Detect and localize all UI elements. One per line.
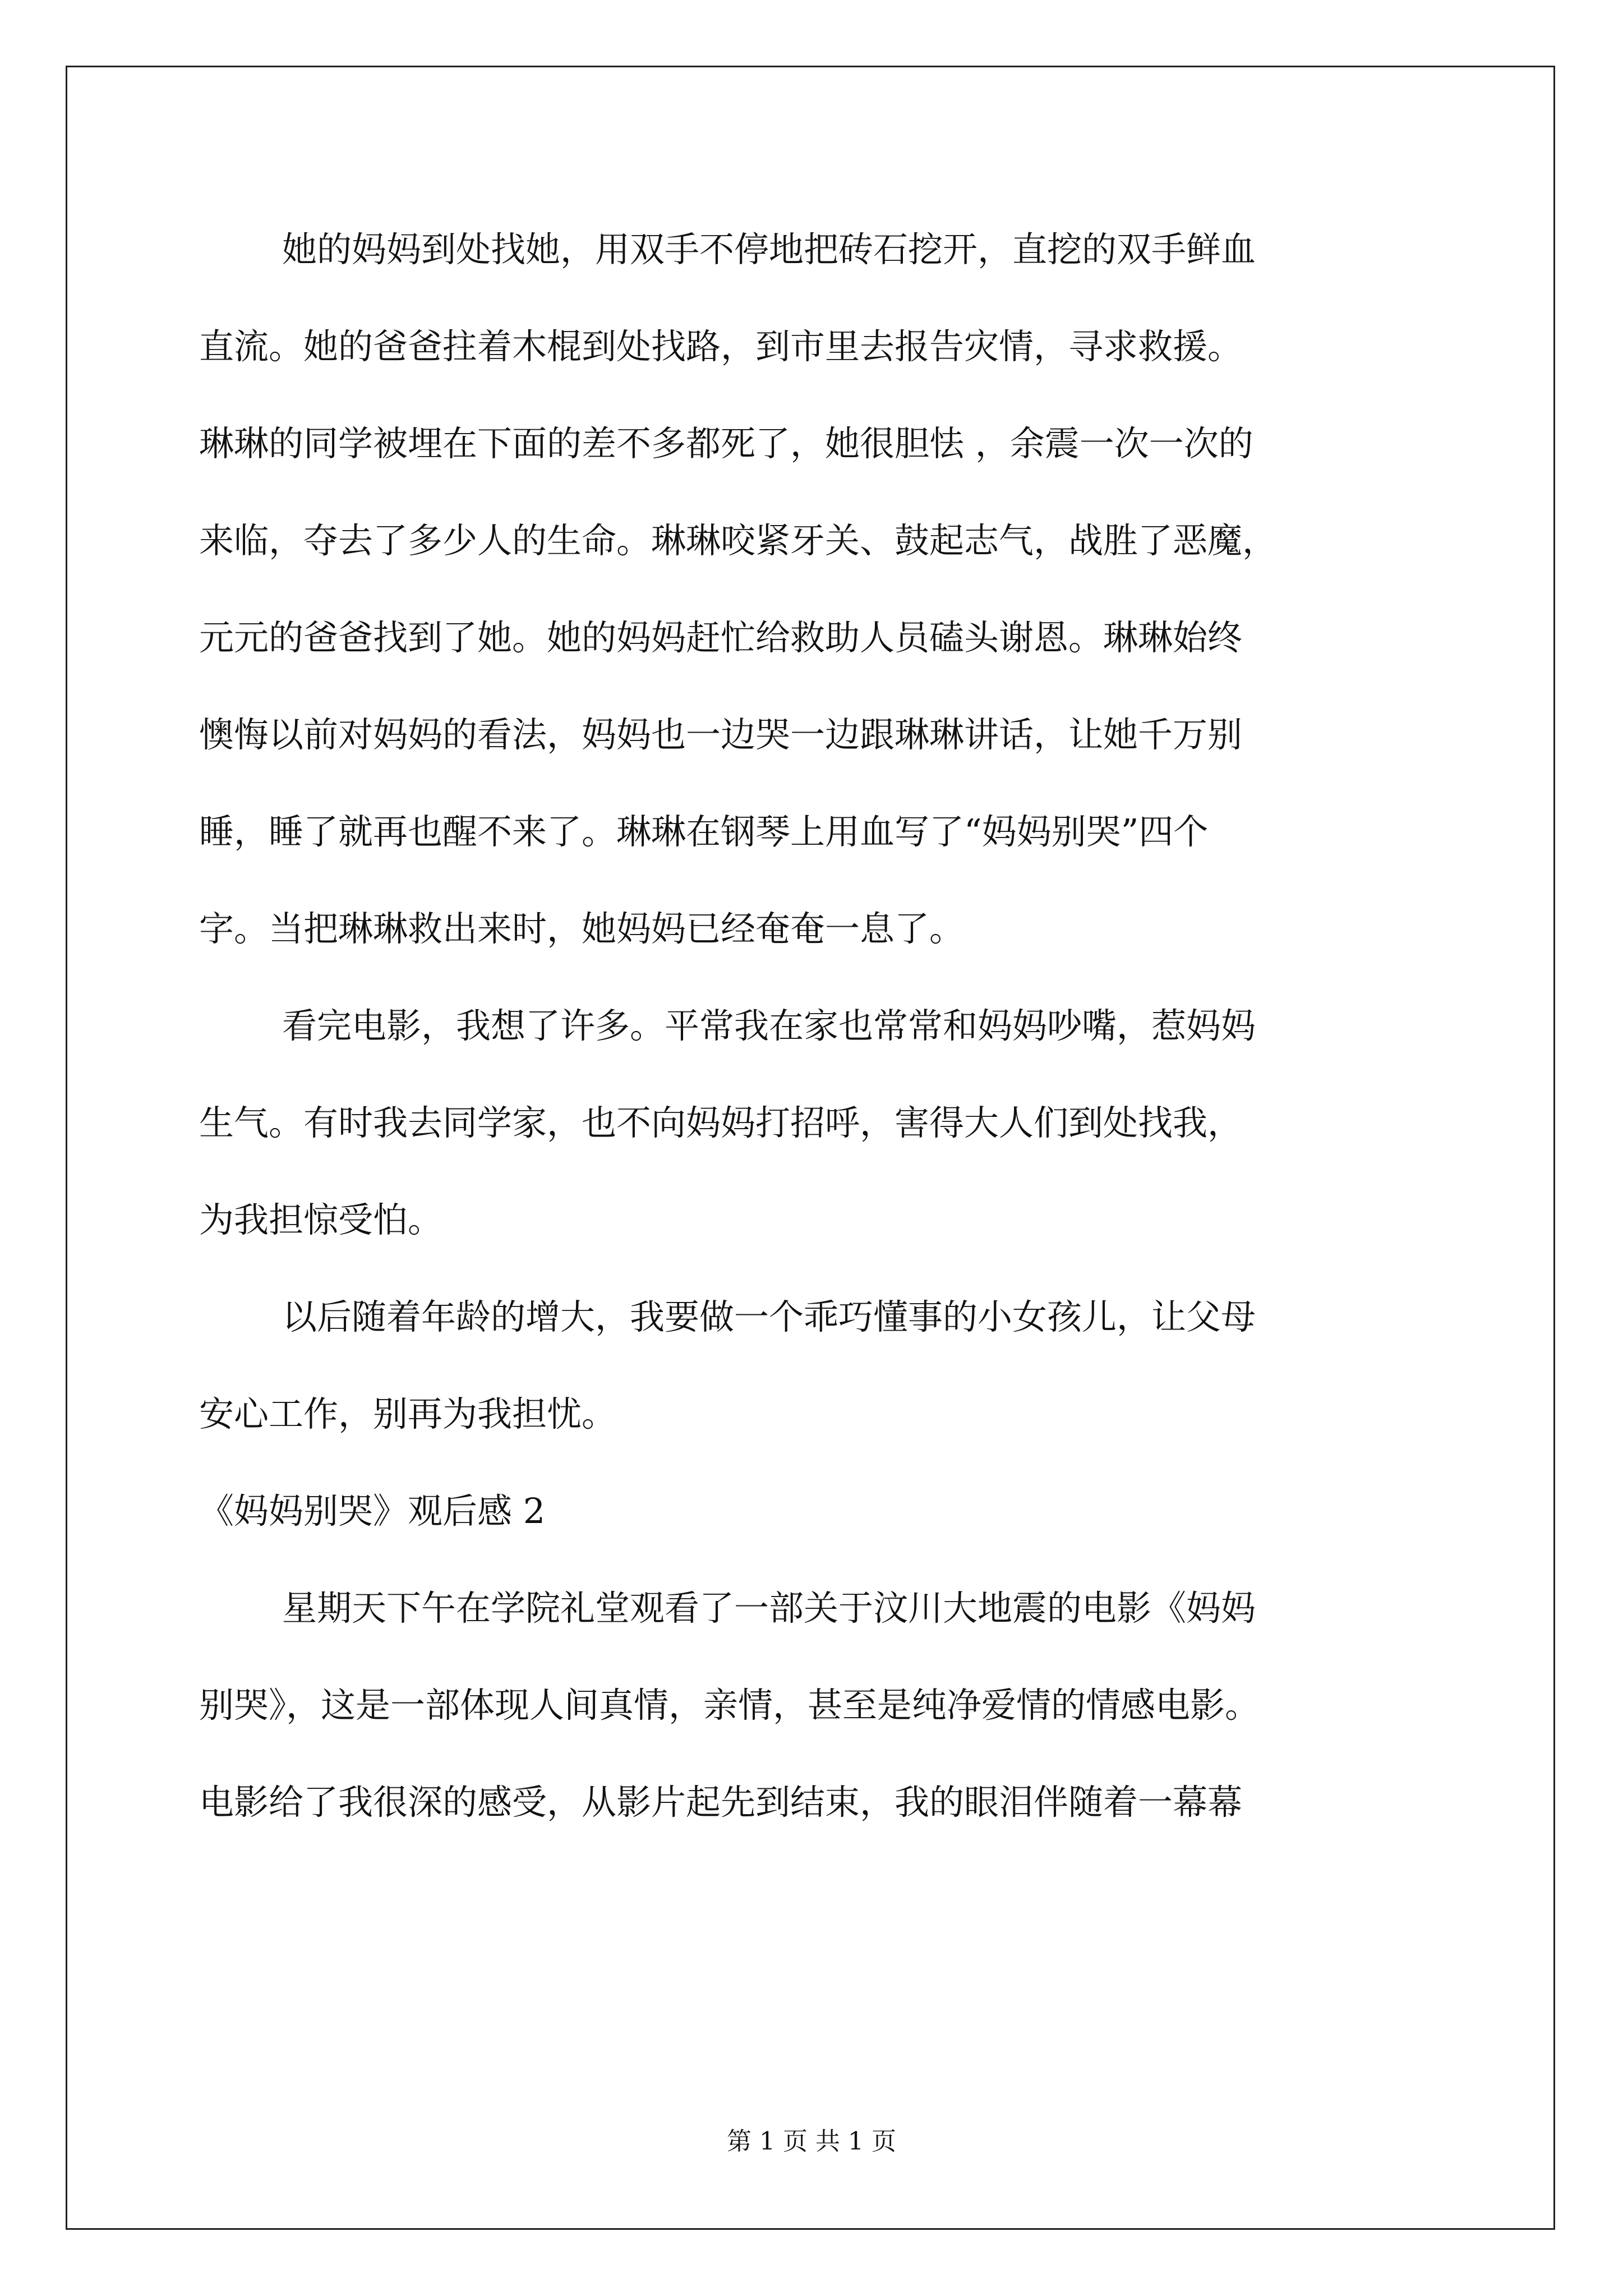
text-line: 以后随着年龄的增大，我要做一个乖巧懂事的小女孩儿，让父母 <box>282 1296 1256 1337</box>
text-line: 为我担惊受怕。 <box>199 1199 443 1240</box>
text-line: 生气。有时我去同学家，也不向妈妈打招呼，害得大人们到处找我， <box>199 1102 1243 1143</box>
text-line: 看完电影，我想了许多。平常我在家也常常和妈妈吵嘴，惹妈妈 <box>282 1005 1256 1046</box>
text-line: 懊悔以前对妈妈的看法，妈妈也一边哭一边跟琳琳讲话，让她千万别 <box>199 714 1243 755</box>
text-line: 字。当把琳琳救出来时，她妈妈已经奄奄一息了。 <box>199 908 965 949</box>
page-footer: 第 1 页 共 1 页 <box>727 2127 896 2156</box>
text-line: 元元的爸爸找到了她。她的妈妈赶忙给救助人员磕头谢恩。琳琳始终 <box>199 617 1243 658</box>
text-line: 安心工作，别再为我担忧。 <box>199 1393 617 1434</box>
text-line: 她的妈妈到处找她，用双手不停地把砖石挖开，直挖的双手鲜血 <box>282 229 1256 270</box>
text-line: 电影给了我很深的感受，从影片起先到结束，我的眼泪伴随着一幕幕 <box>199 1782 1243 1823</box>
text-line: 别哭》，这是一部体现人间真情，亲情，甚至是纯净爱情的情感电影。 <box>199 1685 1260 1726</box>
text-line: 星期天下午在学院礼堂观看了一部关于汶川大地震的电影《妈妈 <box>282 1588 1256 1628</box>
text-line: 来临，夺去了多少人的生命。琳琳咬紧牙关、鼓起志气，战胜了恶魔， <box>199 520 1278 561</box>
section-heading: 《妈妈别哭》观后感 2 <box>199 1490 546 1531</box>
text-line: 直流。她的爸爸拄着木棍到处找路，到市里去报告灾情，寻求救援。 <box>199 326 1243 367</box>
page-border <box>66 66 1555 2230</box>
text-line: 琳琳的同学被埋在下面的差不多都死了，她很胆怯 ，余震一次一次的 <box>199 423 1253 464</box>
text-line: 睡，睡了就再也醒不来了。琳琳在钢琴上用血写了“妈妈别哭”四个 <box>199 811 1209 852</box>
